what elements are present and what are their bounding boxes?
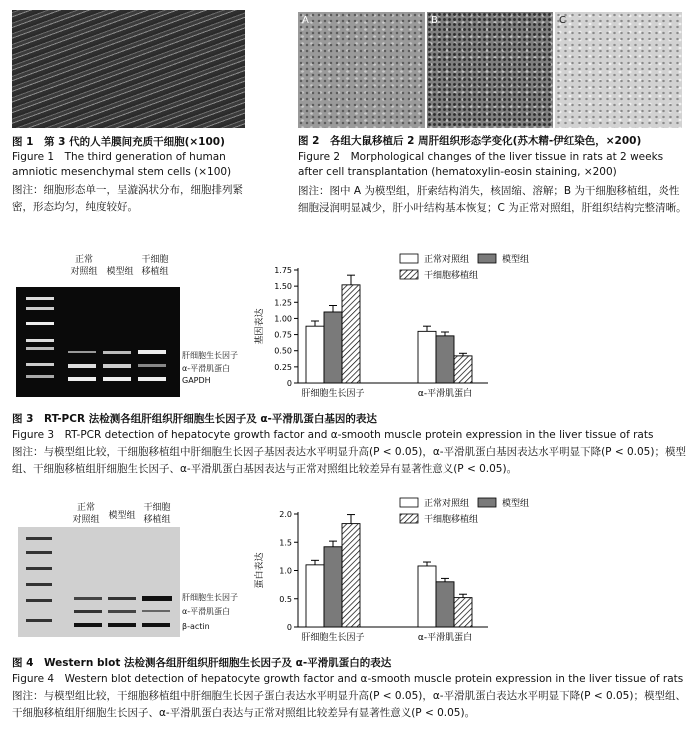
- fig4-band: [142, 623, 170, 627]
- fig1-caption-cn: 图 1 第 3 代的人羊膜间充质干细胞(×100): [12, 136, 225, 148]
- fig4-y-tick-label: 1.0: [279, 566, 292, 576]
- fig4-marker-band: [26, 619, 52, 622]
- fig4-legend-label: 正常对照组: [424, 499, 470, 509]
- fig3-y-tick-label: 0.75: [274, 330, 292, 340]
- fig3-caption-en: Figure 3 RT-PCR detection of hepatocyte growth factor and α-smooth muscle protein expression in the liver tissue of rats: [12, 429, 654, 441]
- fig3-bar: [418, 331, 436, 383]
- fig4-bar: [306, 565, 324, 627]
- fig3-bar: [342, 285, 360, 383]
- fig4-band: [142, 596, 172, 601]
- fig3-legend-label: 正常对照组: [424, 255, 470, 265]
- fig4-band: [108, 610, 136, 613]
- fig2-panel-a: [298, 12, 425, 128]
- fig3-band: [138, 377, 166, 381]
- fig4-y-axis-label: 蛋白表达: [255, 552, 265, 589]
- fig3-y-tick-label: 1.75: [274, 266, 292, 275]
- fig2-note: 图注：图中 A 为模型组，肝索结构消失，核固缩、溶解；B 为干细胞移植组，炎性细胞浸润明显减少，肝小叶结构基本恢复；C 为正常对照组，肝组织结构完整清晰。: [298, 185, 687, 214]
- fig4-lane-label-3: 干细胞 移植组: [143, 503, 171, 525]
- fig3-gel: [16, 287, 180, 397]
- fig3-y-tick-label: 1.50: [274, 282, 292, 292]
- fig2-caption-cn: 图 2 各组大鼠移植后 2 周肝组织形态学变化(苏木精-伊红染色，×200): [298, 135, 642, 147]
- fig3-lane-label-2: 模型组: [106, 267, 134, 277]
- fig3-bar: [436, 336, 454, 383]
- fig2-panel-a-label: A: [302, 15, 309, 26]
- fig4-legend-label: 模型组: [502, 499, 530, 509]
- fig4-bar: [342, 524, 360, 627]
- fig4-bar: [324, 547, 342, 627]
- fig4-marker-band: [26, 551, 52, 554]
- fig4-lane-label-1: 正常 对照组: [72, 503, 100, 525]
- fig4-legend-swatch: [400, 498, 418, 507]
- fig3-band: [103, 364, 131, 368]
- fig4-band-label-hgf: 肝细胞生长因子: [182, 593, 238, 602]
- fig3-bar: [454, 356, 472, 383]
- fig4-x-tick-label: 肝细胞生长因子: [301, 633, 365, 643]
- fig3-marker-band: [26, 339, 54, 342]
- fig4-y-tick-label: 0: [286, 623, 292, 632]
- fig4-marker-band: [26, 599, 52, 602]
- fig4-band: [74, 610, 102, 613]
- fig3-y-axis-label: 基因表达: [255, 308, 265, 345]
- fig3-band-label-hgf: 肝细胞生长因子: [182, 351, 238, 360]
- fig1-micrograph: [12, 10, 245, 128]
- fig3-x-tick-label: α-平滑肌蛋白: [417, 389, 473, 399]
- fig2-panel-b: [427, 12, 553, 128]
- fig1-caption-en: Figure 1 The third generation of human amniotic mesenchymal stem cells (×100): [12, 151, 232, 178]
- fig4-band: [108, 623, 136, 627]
- fig4-band: [142, 610, 170, 612]
- fig3-lane-label-1: 正常 对照组: [70, 255, 98, 277]
- fig3-band: [103, 377, 131, 381]
- fig3-x-tick-label: 肝细胞生长因子: [301, 389, 365, 399]
- fig2-panel-c: [555, 12, 682, 128]
- fig4-x-tick-label: α-平滑肌蛋白: [417, 633, 473, 643]
- fig2-panel-c-label: C: [559, 15, 566, 26]
- fig4-chart: [250, 490, 550, 650]
- fig4-band-label-actin: β-actin: [182, 622, 210, 631]
- fig3-marker-band: [26, 347, 54, 350]
- fig4-band: [108, 597, 136, 600]
- fig3-band: [68, 377, 96, 381]
- fig3-bar: [306, 326, 324, 383]
- fig3-lane-label-3: 干细胞 移植组: [141, 255, 169, 277]
- fig3-legend-label: 干细胞移植组: [424, 271, 479, 281]
- fig3-y-tick-label: 0: [286, 379, 292, 388]
- fig4-y-tick-label: 0.5: [279, 594, 292, 604]
- fig3-y-tick-label: 1.00: [274, 314, 292, 324]
- fig3-y-tick-label: 1.25: [274, 298, 292, 308]
- fig3-plot: [253, 253, 529, 399]
- fig4-y-tick-label: 2.0: [279, 510, 292, 519]
- fig3-legend-swatch: [400, 270, 418, 279]
- fig3-band: [68, 351, 96, 353]
- fig3-y-tick-label: 0.50: [274, 346, 292, 356]
- fig3-band-label-asma: α-平滑肌蛋白: [182, 364, 231, 373]
- fig2-caption-en: Figure 2 Morphological changes of the liver tissue in rats at 2 weeks after cell transplantation (hematoxylin-eosin staining, ×200): [298, 151, 664, 178]
- fig4-caption-en: Figure 4 Western blot detection of hepatocyte growth factor and α-smooth muscle protein expression in the liver tissue of rats: [12, 673, 684, 685]
- fig3-marker-band: [26, 322, 54, 325]
- fig3-marker-band: [26, 297, 54, 300]
- fig3-marker-band: [26, 307, 54, 310]
- fig4-bar: [436, 582, 454, 627]
- fig4-caption-cn: 图 4 Western blot 法检测各组肝组织肝细胞生长因子及 α-平滑肌蛋白的表达: [12, 657, 392, 669]
- fig4-band: [74, 623, 102, 627]
- fig3-band: [103, 351, 131, 354]
- fig4-legend-swatch: [400, 514, 418, 523]
- fig1-note: 图注：细胞形态单一，呈漩涡状分布，细胞排列紧密，形态均匀，纯度较好。: [12, 184, 243, 213]
- fig3-band: [138, 350, 166, 354]
- fig4-legend-label: 干细胞移植组: [424, 515, 479, 525]
- fig2-panel-b-label: B: [431, 15, 438, 26]
- fig4-blot: [18, 527, 180, 637]
- fig4-lane-label-2: 模型组: [108, 511, 136, 521]
- fig3-marker-band: [26, 375, 54, 378]
- fig3-band: [68, 364, 96, 368]
- fig4-marker-band: [26, 537, 52, 540]
- fig3-band: [138, 364, 166, 367]
- fig3-marker-band: [26, 363, 54, 366]
- fig4-plot: [253, 497, 529, 643]
- fig4-note: 图注：与模型组比较，干细胞移植组中肝细胞生长因子蛋白表达水平明显升高(P < 0.05)，α-平滑肌蛋白表达水平明显下降(P < 0.05)；模型组、干细胞移植组肝细胞生长因子、α-平滑肌蛋白表达与正常对照组比较差异有显著性意义(P < 0.05)。: [12, 690, 686, 719]
- fig4-marker-band: [26, 583, 52, 586]
- fig3-note: 图注：与模型组比较，干细胞移植组中肝细胞生长因子基因表达水平明显升高(P < 0.05)，α-平滑肌蛋白基因表达水平明显下降(P < 0.05)；模型组、干细胞移植组肝细胞生长因子、α-平滑肌蛋白基因表达与正常对照组比较差异有显著性意义(P < 0.05)。: [12, 446, 686, 475]
- fig4-y-tick-label: 1.5: [279, 538, 292, 548]
- fig3-y-tick-label: 0.25: [274, 362, 292, 372]
- fig3-bar: [324, 312, 342, 383]
- fig4-marker-band: [26, 567, 52, 570]
- fig3-caption-cn: 图 3 RT-PCR 法检测各组肝组织肝细胞生长因子及 α-平滑肌蛋白基因的表达: [12, 413, 377, 425]
- fig4-legend-swatch: [478, 498, 496, 507]
- fig3-legend-swatch: [400, 254, 418, 263]
- fig3-legend-label: 模型组: [502, 255, 530, 265]
- fig3-band-label-gapdh: GAPDH: [182, 376, 211, 385]
- fig3-legend-swatch: [478, 254, 496, 263]
- fig4-bar: [454, 598, 472, 627]
- fig4-band-label-asma: α-平滑肌蛋白: [182, 607, 231, 616]
- fig4-band: [74, 597, 102, 600]
- fig3-chart: [250, 246, 550, 406]
- fig4-bar: [418, 566, 436, 627]
